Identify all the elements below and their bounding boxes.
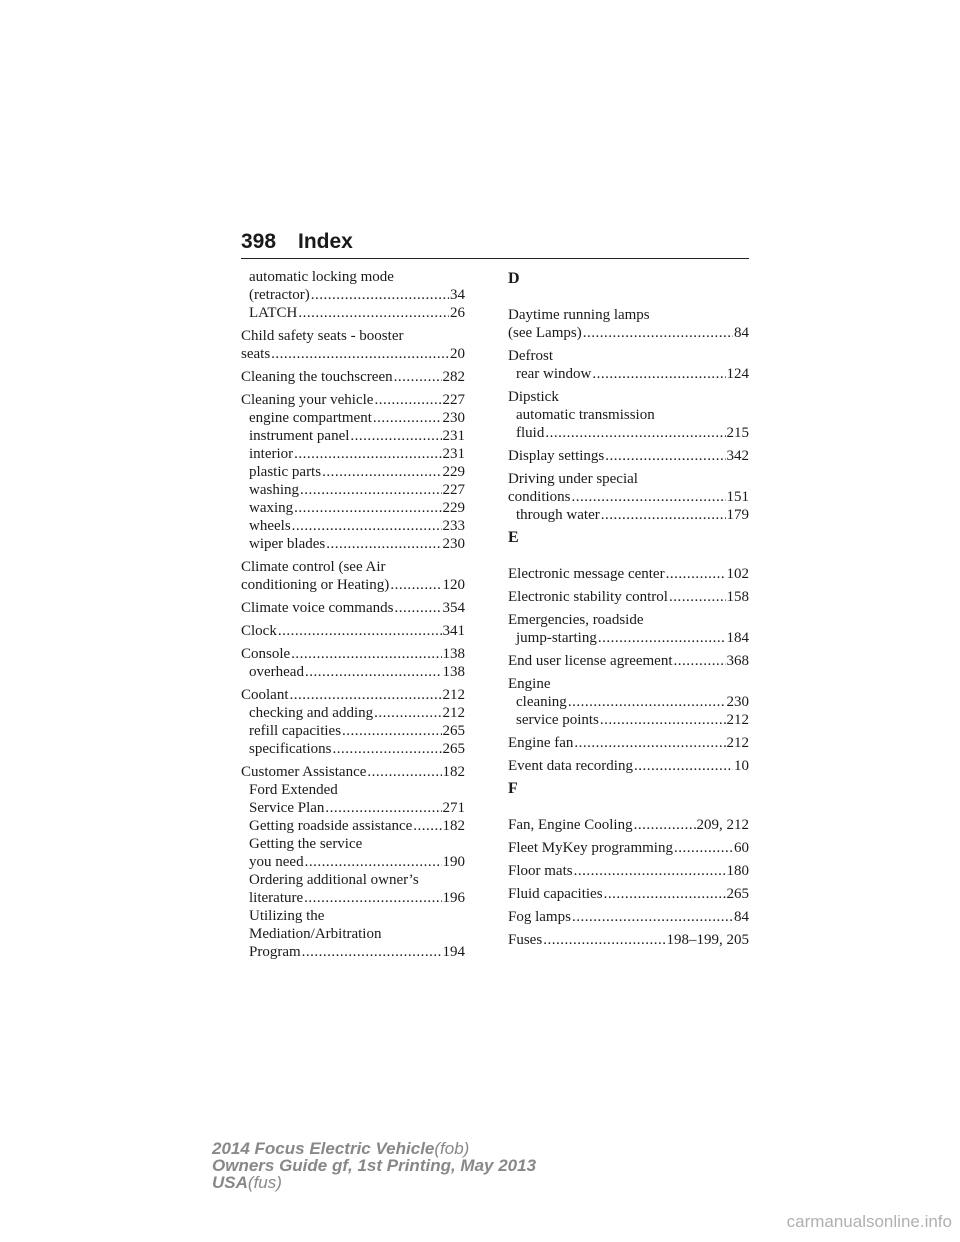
index-entry-line [508, 324, 749, 342]
document-footer [212, 1140, 536, 1191]
index-term: Program [249, 944, 301, 960]
page-reference: 212 [442, 687, 465, 703]
index-term: cleaning [516, 694, 567, 710]
index-subentry-line [241, 740, 465, 758]
index-subentry-line [508, 693, 749, 711]
index-term: Ford Extended [249, 782, 338, 798]
index-subentry-line [241, 304, 465, 322]
dot-leader [600, 711, 726, 729]
index-entry-line [508, 862, 749, 880]
dot-leader [305, 663, 442, 681]
page-reference: 198–199, 205 [666, 932, 749, 948]
page-reference: 212 [442, 705, 465, 721]
index-subentry-line [241, 481, 465, 499]
dot-leader [342, 722, 441, 740]
footer-printing: Owners Guide gf, 1st Printing, May 2013 [212, 1156, 537, 1175]
index-subentry-line [241, 853, 465, 871]
index-subentry-line [241, 943, 465, 961]
page-reference: 34 [450, 287, 465, 303]
index-term: Mediation/Arbitration [249, 926, 382, 942]
dot-leader [390, 576, 441, 594]
dot-leader [604, 885, 726, 903]
index-entry-line [241, 345, 465, 363]
dot-leader [574, 734, 725, 752]
page-reference: 215 [726, 425, 749, 441]
index-term: End user license agreement [508, 653, 673, 669]
index-entry-line [508, 306, 749, 324]
index-subentry-line [241, 781, 465, 799]
index-term: (retractor) [249, 287, 310, 303]
page-reference: 182 [442, 764, 465, 780]
index-term: Electronic stability control [508, 589, 668, 605]
index-term: Getting the service [249, 836, 363, 852]
page-reference: 20 [450, 346, 465, 362]
index-term: Coolant [241, 687, 289, 703]
dot-leader [592, 365, 725, 383]
index-term: literature [249, 890, 304, 906]
footer-vehicle: 2014 Focus Electric Vehicle [212, 1139, 435, 1158]
page-reference: 265 [442, 741, 465, 757]
index-subentry-line [241, 704, 465, 722]
index-subentry-line [508, 711, 749, 729]
index-letter-heading: D [508, 270, 520, 287]
index-entry-line [241, 327, 465, 345]
dot-leader [413, 817, 441, 835]
page-reference: 230 [726, 694, 749, 710]
index-entry-line [508, 839, 749, 857]
dot-leader [598, 629, 726, 647]
footer-region: USA [212, 1173, 248, 1192]
index-term: Utilizing the [249, 908, 325, 924]
index-term: Fan, Engine Cooling [508, 817, 633, 833]
index-entry [508, 757, 749, 775]
index-entry-line [508, 734, 749, 752]
index-subentry-line [241, 907, 465, 925]
index-entry-line [241, 558, 465, 576]
index-term: refill capacities [249, 723, 342, 739]
index-term: Display settings [508, 448, 605, 464]
index-entry [508, 388, 749, 442]
index-entry [241, 645, 465, 681]
dot-leader [666, 565, 726, 583]
index-term: automatic transmission [516, 407, 655, 423]
page-title: Index [298, 230, 353, 253]
index-term: Climate voice commands [241, 600, 394, 616]
dot-leader [545, 424, 725, 442]
index-term: Child safety seats - booster [241, 328, 404, 344]
index-subentry-line [241, 817, 465, 835]
index-entry [241, 558, 465, 594]
page-reference: 282 [442, 369, 465, 385]
dot-leader [332, 740, 441, 758]
footer-line-1 [212, 1140, 536, 1157]
index-term: Cleaning the touchscreen [241, 369, 393, 385]
index-entry-line [508, 488, 749, 506]
index-subentry-line [241, 445, 465, 463]
watermark: carmanualsonline.info [786, 1212, 952, 1231]
index-entry-line [508, 675, 749, 693]
dot-leader [322, 463, 441, 481]
index-term: specifications [249, 741, 332, 757]
index-subentry-line [241, 889, 465, 907]
index-subentry-line [241, 409, 465, 427]
page-reference: 354 [442, 600, 465, 616]
index-term: Fleet MyKey programming [508, 840, 673, 856]
dot-leader [311, 286, 449, 304]
index-entry-line [508, 885, 749, 903]
index-entry-line [241, 576, 465, 594]
index-entry [508, 447, 749, 465]
dot-leader [574, 862, 726, 880]
index-subentry-line [241, 663, 465, 681]
index-term: Clock [241, 623, 277, 639]
page-reference: 230 [442, 536, 465, 552]
index-entry-line [241, 645, 465, 663]
index-entry [241, 268, 465, 322]
index-term: Engine [508, 676, 551, 692]
index-term: wiper blades [249, 536, 326, 552]
index-entry [241, 763, 465, 961]
dot-leader [294, 445, 441, 463]
dot-leader [572, 908, 733, 926]
index-term: Emergencies, roadside [508, 612, 644, 628]
dot-leader [300, 481, 442, 499]
index-column-right [508, 268, 749, 954]
index-term: overhead [249, 664, 304, 680]
index-letter-heading: F [508, 780, 518, 797]
index-term: Getting roadside assistance [249, 818, 413, 834]
index-term: automatic locking mode [249, 269, 394, 285]
index-entry-line [241, 599, 465, 617]
index-subentry-line [241, 925, 465, 943]
index-column-left [241, 268, 465, 966]
dot-leader [278, 622, 442, 640]
index-term: service points [516, 712, 599, 728]
index-subentry-line [508, 406, 749, 424]
index-term: Defrost [508, 348, 553, 364]
index-entry [508, 470, 749, 524]
index-entry-line [508, 908, 749, 926]
index-subentry-line [241, 286, 465, 304]
index-term: conditioning or Heating) [241, 577, 390, 593]
index-term: Service Plan [249, 800, 325, 816]
index-term: waxing [249, 500, 294, 516]
page-reference: 231 [442, 446, 465, 462]
dot-leader [325, 799, 441, 817]
page-reference: 229 [442, 464, 465, 480]
index-term: Console [241, 646, 291, 662]
dot-leader [304, 889, 441, 907]
index-entry-line [508, 470, 749, 488]
page-reference: 230 [442, 410, 465, 426]
index-subentry-line [241, 799, 465, 817]
index-entry [241, 599, 465, 617]
page-reference: 158 [726, 589, 749, 605]
index-term: Engine fan [508, 735, 574, 751]
index-subentry-line [508, 629, 749, 647]
page-reference: 190 [442, 854, 465, 870]
index-entry-line [241, 368, 465, 386]
index-term: Event data recording [508, 758, 633, 774]
footer-line-2 [212, 1157, 536, 1174]
index-subentry-line [241, 427, 465, 445]
dot-leader [326, 535, 441, 553]
dot-leader [298, 304, 449, 322]
dot-leader [394, 599, 441, 617]
index-entry-line [508, 347, 749, 365]
dot-leader [291, 645, 441, 663]
index-entry [508, 347, 749, 383]
index-term: Fluid capacities [508, 886, 603, 902]
index-entry-line [241, 622, 465, 640]
dot-leader [374, 391, 441, 409]
index-term: Dipstick [508, 389, 559, 405]
footer-line-3 [212, 1174, 536, 1191]
index-entry [508, 734, 749, 752]
index-entry-line [508, 588, 749, 606]
dot-leader [572, 488, 726, 506]
index-term: LATCH [249, 305, 298, 321]
index-term: checking and adding [249, 705, 374, 721]
page-reference: 124 [726, 366, 749, 382]
dot-leader [394, 368, 442, 386]
page-header [241, 228, 749, 259]
dot-leader [290, 686, 442, 704]
index-entry [508, 588, 749, 606]
index-entry [508, 862, 749, 880]
index-entry [508, 611, 749, 647]
index-letter-heading: E [508, 529, 519, 546]
page-reference: 341 [442, 623, 465, 639]
page-reference: 60 [734, 840, 749, 856]
page-reference: 231 [442, 428, 465, 444]
page-reference: 102 [726, 566, 749, 582]
page-reference: 271 [442, 800, 465, 816]
index-term: Cleaning your vehicle [241, 392, 374, 408]
dot-leader [294, 499, 441, 517]
index-term: plastic parts [249, 464, 322, 480]
page-reference: 212 [726, 712, 749, 728]
index-term: Customer Assistance [241, 764, 367, 780]
page-reference: 212 [726, 735, 749, 751]
index-subentry-line [508, 365, 749, 383]
index-entry-line [508, 565, 749, 583]
index-entry [508, 652, 749, 670]
index-entry [508, 565, 749, 583]
index-subentry-line [241, 517, 465, 535]
index-entry [241, 327, 465, 363]
index-entry [508, 839, 749, 857]
index-term: Daytime running lamps [508, 307, 650, 323]
page-reference: 265 [442, 723, 465, 739]
index-subentry-line [241, 535, 465, 553]
index-subentry-line [241, 268, 465, 286]
index-term: through water [516, 507, 600, 523]
index-entry [508, 675, 749, 729]
index-term: washing [249, 482, 299, 498]
index-entry-line [508, 447, 749, 465]
dot-leader [367, 763, 441, 781]
index-term: interior [249, 446, 294, 462]
footer-vehicle-code: (fob) [434, 1139, 470, 1158]
page-reference: 151 [726, 489, 749, 505]
index-subentry-line [241, 463, 465, 481]
index-entry-line [508, 931, 749, 949]
index-term: instrument panel [249, 428, 350, 444]
page-reference: 227 [442, 392, 465, 408]
page-reference: 227 [442, 482, 465, 498]
page-reference: 84 [734, 909, 749, 925]
index-term: Floor mats [508, 863, 573, 879]
index-term: engine compartment [249, 410, 372, 426]
index-entry-line [241, 391, 465, 409]
index-subentry-line [241, 871, 465, 889]
index-entry [508, 885, 749, 903]
page-reference: 180 [726, 863, 749, 879]
index-term: conditions [508, 489, 571, 505]
index-subentry-line [508, 424, 749, 442]
page-reference: 184 [726, 630, 749, 646]
index-entry [241, 622, 465, 640]
index-term: Fuses [508, 932, 543, 948]
index-entry-line [508, 816, 749, 834]
index-entry [508, 306, 749, 342]
footer-region-code: (fus) [247, 1173, 282, 1192]
page-reference: 209, 212 [696, 817, 749, 833]
dot-leader [669, 588, 726, 606]
page-reference: 182 [442, 818, 465, 834]
dot-leader [674, 839, 733, 857]
index-term: seats [241, 346, 271, 362]
index-term: you need [249, 854, 304, 870]
page-reference: 84 [734, 325, 749, 341]
index-entry-line [508, 652, 749, 670]
index-entry [508, 816, 749, 834]
index-term: fluid [516, 425, 545, 441]
page-reference: 265 [726, 886, 749, 902]
index-term: Electronic message center [508, 566, 665, 582]
dot-leader [292, 517, 442, 535]
index-term: Fog lamps [508, 909, 571, 925]
page-reference: 179 [726, 507, 749, 523]
index-subentry-line [241, 722, 465, 740]
index-entry [241, 391, 465, 553]
index-subentry-line [508, 506, 749, 524]
index-term: wheels [249, 518, 291, 534]
dot-leader [302, 943, 442, 961]
dot-leader [373, 409, 442, 427]
page-reference: 229 [442, 500, 465, 516]
page-reference: 138 [442, 664, 465, 680]
page-reference: 196 [442, 890, 465, 906]
dot-leader [634, 757, 733, 775]
index-entry [508, 931, 749, 949]
dot-leader [568, 693, 726, 711]
index-term: rear window [516, 366, 592, 382]
index-term: Ordering additional owner’s [249, 872, 419, 888]
index-entry-line [241, 686, 465, 704]
dot-leader [374, 704, 441, 722]
index-entry-line [508, 611, 749, 629]
page-reference: 233 [442, 518, 465, 534]
index-entry [241, 368, 465, 386]
page-reference: 342 [726, 448, 749, 464]
dot-leader [601, 506, 726, 524]
dot-leader [605, 447, 725, 465]
dot-leader [271, 345, 449, 363]
dot-leader [583, 324, 733, 342]
page-reference: 368 [726, 653, 749, 669]
index-entry-line [508, 388, 749, 406]
index-entry [241, 686, 465, 758]
dot-leader [350, 427, 441, 445]
index-entry-line [241, 763, 465, 781]
index-term: Climate control (see Air [241, 559, 386, 575]
page-reference: 138 [442, 646, 465, 662]
page-number: 398 [241, 230, 277, 253]
index-term: jump-starting [516, 630, 597, 646]
index-subentry-line [241, 499, 465, 517]
dot-leader [634, 816, 696, 834]
page-reference: 26 [450, 305, 465, 321]
page-reference: 120 [442, 577, 465, 593]
dot-leader [543, 931, 665, 949]
index-entry-line [508, 757, 749, 775]
dot-leader [674, 652, 726, 670]
page-reference: 194 [442, 944, 465, 960]
dot-leader [305, 853, 442, 871]
index-subentry-line [241, 835, 465, 853]
index-term: (see Lamps) [508, 325, 582, 341]
index-term: Driving under special [508, 471, 638, 487]
page-reference: 10 [734, 758, 749, 774]
index-entry [508, 908, 749, 926]
